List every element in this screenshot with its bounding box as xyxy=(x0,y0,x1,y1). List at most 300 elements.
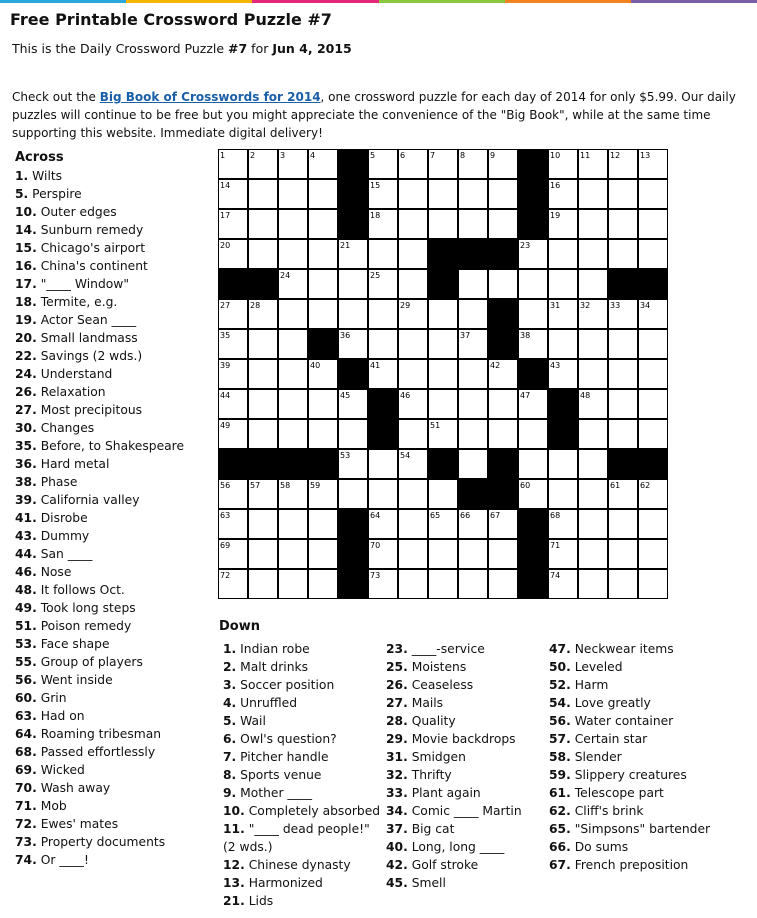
grid-cell[interactable] xyxy=(429,360,458,389)
grid-cell[interactable] xyxy=(579,330,608,359)
grid-cell[interactable] xyxy=(519,270,548,299)
clue-number: 2. xyxy=(223,660,237,674)
color-bar-seg xyxy=(505,0,631,3)
grid-cell[interactable] xyxy=(459,390,488,419)
grid-cell[interactable] xyxy=(549,450,578,479)
black-cell xyxy=(339,360,368,389)
grid-cell[interactable] xyxy=(579,540,608,569)
grid-cell[interactable] xyxy=(459,420,488,449)
grid-cell[interactable] xyxy=(639,540,668,569)
grid-cell[interactable] xyxy=(639,330,668,359)
grid-cell[interactable] xyxy=(579,570,608,599)
grid-cell[interactable] xyxy=(609,330,638,359)
clue-item xyxy=(15,725,184,743)
grid-cell[interactable] xyxy=(549,270,578,299)
clue-item xyxy=(386,784,522,802)
grid-cell[interactable] xyxy=(459,270,488,299)
grid-cell[interactable] xyxy=(249,180,278,209)
clue-number: 29. xyxy=(386,732,408,746)
down-heading: Down xyxy=(219,619,260,634)
clue-item xyxy=(386,820,522,838)
down-list xyxy=(549,640,710,874)
grid-cell[interactable] xyxy=(249,510,278,539)
grid-cell[interactable] xyxy=(369,450,398,479)
clue-text: Certain star xyxy=(570,732,648,746)
grid-cell[interactable] xyxy=(279,180,308,209)
grid-cell[interactable] xyxy=(519,300,548,329)
cell-number: 21 xyxy=(340,241,351,250)
grid-cell[interactable] xyxy=(549,330,578,359)
black-cell xyxy=(339,150,368,179)
grid-cell[interactable] xyxy=(489,390,518,419)
grid-cell[interactable] xyxy=(429,180,458,209)
grid-cell[interactable] xyxy=(279,210,308,239)
grid-cell[interactable] xyxy=(309,540,338,569)
grid-cell[interactable] xyxy=(399,570,428,599)
clue-number: 8. xyxy=(223,768,237,782)
clue-text: Understand xyxy=(36,367,113,381)
clue-item xyxy=(223,640,380,658)
subtitle xyxy=(12,41,352,56)
intro-before: Check out the xyxy=(12,90,100,104)
grid-cell[interactable] xyxy=(399,540,428,569)
clue-item xyxy=(15,455,184,473)
cell-number: 65 xyxy=(430,511,441,520)
grid-cell[interactable] xyxy=(429,210,458,239)
clue-item xyxy=(223,820,380,838)
grid-cell[interactable] xyxy=(609,360,638,389)
grid-cell[interactable] xyxy=(279,570,308,599)
black-cell xyxy=(429,240,458,269)
grid-cell[interactable] xyxy=(609,390,638,419)
clue-text: Or ____! xyxy=(36,853,89,867)
grid-cell[interactable] xyxy=(309,210,338,239)
clue-item xyxy=(386,676,522,694)
clue-text: Termite, e.g. xyxy=(36,295,118,309)
cell-number: 35 xyxy=(220,331,231,340)
grid-cell[interactable] xyxy=(459,360,488,389)
cell-number: 55 xyxy=(490,451,501,460)
grid-cell[interactable] xyxy=(519,450,548,479)
grid-cell[interactable] xyxy=(279,240,308,269)
grid-cell[interactable] xyxy=(579,360,608,389)
clue-item xyxy=(15,707,184,725)
grid-cell[interactable] xyxy=(459,570,488,599)
clue-text: Mother ____ xyxy=(236,786,313,800)
grid-cell[interactable] xyxy=(279,540,308,569)
black-cell xyxy=(309,330,338,359)
clue-number: 59. xyxy=(549,768,571,782)
clue-text: Face shape xyxy=(36,637,110,651)
cell-number: 43 xyxy=(550,361,561,370)
grid-cell[interactable] xyxy=(279,330,308,359)
grid-cell[interactable] xyxy=(309,510,338,539)
clue-number: 3. xyxy=(223,678,237,692)
grid-cell[interactable] xyxy=(399,480,428,509)
grid-cell[interactable] xyxy=(579,480,608,509)
clue-text: Owl's question? xyxy=(236,732,337,746)
clue-item xyxy=(386,694,522,712)
grid-cell[interactable] xyxy=(489,180,518,209)
clue-item xyxy=(549,748,710,766)
black-cell xyxy=(609,450,638,479)
clue-text: Perspire xyxy=(28,187,82,201)
clue-number: 12. xyxy=(223,858,245,872)
black-cell xyxy=(519,540,548,569)
grid-cell[interactable] xyxy=(609,510,638,539)
grid-cell[interactable] xyxy=(639,390,668,419)
subtitle-prefix: This is the Daily Crossword Puzzle xyxy=(12,41,229,56)
clue-item xyxy=(15,743,184,761)
grid-cell[interactable] xyxy=(639,210,668,239)
clue-number: 54. xyxy=(549,696,571,710)
clue-item xyxy=(15,635,184,653)
grid-cell[interactable] xyxy=(639,510,668,539)
clue-number: 34. xyxy=(386,804,408,818)
clue-text: It follows Oct. xyxy=(36,583,125,597)
clue-item xyxy=(15,527,184,545)
cell-number: 6 xyxy=(400,151,406,160)
black-cell xyxy=(309,450,338,479)
cell-number: 29 xyxy=(400,301,411,310)
big-book-link[interactable]: Big Book of Crosswords for 2014 xyxy=(99,90,321,104)
clue-number: 60. xyxy=(15,691,37,705)
grid-cell[interactable] xyxy=(309,180,338,209)
clue-number: 41. xyxy=(15,511,37,525)
cell-number: 36 xyxy=(340,331,351,340)
clue-text: Completely absorbed xyxy=(244,804,381,818)
cell-number: 52 xyxy=(550,421,561,430)
grid-cell[interactable] xyxy=(369,330,398,359)
grid-cell[interactable] xyxy=(399,270,428,299)
subtitle-mid: for xyxy=(247,41,273,56)
clue-text: Indian robe xyxy=(236,642,310,656)
grid-cell[interactable] xyxy=(249,330,278,359)
color-bar-seg xyxy=(379,0,505,3)
grid-cell[interactable] xyxy=(639,570,668,599)
clue-number: 37. xyxy=(386,822,408,836)
grid-cell[interactable] xyxy=(579,180,608,209)
clue-text: China's continent xyxy=(36,259,148,273)
black-cell xyxy=(339,180,368,209)
clue-text: Had on xyxy=(36,709,85,723)
cell-number: 24 xyxy=(280,271,291,280)
cell-number: 57 xyxy=(250,481,261,490)
grid-cell[interactable] xyxy=(609,540,638,569)
clue-number: 4. xyxy=(223,696,237,710)
grid-cell[interactable] xyxy=(459,450,488,479)
color-bar-seg xyxy=(126,0,252,3)
clue-number: 57. xyxy=(549,732,571,746)
black-cell xyxy=(489,480,518,509)
grid-cell[interactable] xyxy=(639,360,668,389)
grid-cell[interactable] xyxy=(249,360,278,389)
clue-number: 66. xyxy=(549,840,571,854)
clue-text: Quality xyxy=(407,714,456,728)
cell-number: 63 xyxy=(220,511,231,520)
cell-number: 47 xyxy=(520,391,531,400)
clue-item xyxy=(223,838,380,856)
clue-text: Golf stroke xyxy=(407,858,479,872)
clue-item xyxy=(386,874,522,892)
clue-item xyxy=(15,167,184,185)
grid-cell[interactable] xyxy=(249,240,278,269)
grid-cell[interactable] xyxy=(549,240,578,269)
grid-cell[interactable] xyxy=(579,420,608,449)
cell-number: 16 xyxy=(550,181,561,190)
clue-item xyxy=(15,671,184,689)
clue-number: 64. xyxy=(15,727,37,741)
clue-item xyxy=(15,491,184,509)
clue-item xyxy=(15,833,184,851)
grid-cell[interactable] xyxy=(399,360,428,389)
clue-text: Group of players xyxy=(36,655,143,669)
clue-number: 44. xyxy=(15,547,37,561)
grid-cell[interactable] xyxy=(579,510,608,539)
black-cell xyxy=(519,210,548,239)
grid-cell[interactable] xyxy=(609,570,638,599)
color-bar-seg xyxy=(0,0,126,3)
clue-number: 39. xyxy=(15,493,37,507)
clue-text: Relaxation xyxy=(36,385,106,399)
clue-number: 11. xyxy=(223,822,245,836)
clue-text: Hard metal xyxy=(36,457,110,471)
clue-number: 68. xyxy=(15,745,37,759)
clue-text: Wilts xyxy=(28,169,63,183)
clue-item xyxy=(549,712,710,730)
grid-cell[interactable] xyxy=(339,480,368,509)
clue-item xyxy=(549,694,710,712)
clue-number: 56. xyxy=(549,714,571,728)
black-cell xyxy=(639,270,668,299)
clue-item xyxy=(15,563,184,581)
grid-cell[interactable] xyxy=(369,480,398,509)
grid-cell[interactable] xyxy=(309,570,338,599)
clue-text: Long, long ____ xyxy=(407,840,505,854)
grid-cell[interactable] xyxy=(339,300,368,329)
grid-cell[interactable] xyxy=(279,390,308,419)
clue-number: 58. xyxy=(549,750,571,764)
clue-number: 27. xyxy=(386,696,408,710)
clue-item xyxy=(15,797,184,815)
grid-cell[interactable] xyxy=(309,270,338,299)
cell-number: 5 xyxy=(370,151,376,160)
grid-cell[interactable] xyxy=(399,330,428,359)
clue-number: 27. xyxy=(15,403,37,417)
crossword-grid xyxy=(218,149,668,599)
grid-cell[interactable] xyxy=(639,240,668,269)
grid-cell[interactable] xyxy=(639,180,668,209)
grid-cell[interactable] xyxy=(249,390,278,419)
clue-number: 32. xyxy=(386,768,408,782)
clue-item xyxy=(15,221,184,239)
clue-number: 31. xyxy=(386,750,408,764)
clue-text: French preposition xyxy=(570,858,689,872)
grid-cell[interactable] xyxy=(279,360,308,389)
clue-item xyxy=(15,509,184,527)
grid-cell[interactable] xyxy=(459,210,488,239)
clue-text: Chicago's airport xyxy=(36,241,146,255)
clue-text: Comic ____ Martin xyxy=(407,804,522,818)
grid-cell[interactable] xyxy=(399,420,428,449)
clue-text: Wash away xyxy=(36,781,111,795)
grid-cell[interactable] xyxy=(489,540,518,569)
cell-number: 10 xyxy=(550,151,561,160)
grid-cell[interactable] xyxy=(579,450,608,479)
clue-text: Grin xyxy=(36,691,67,705)
grid-cell[interactable] xyxy=(489,210,518,239)
grid-cell[interactable] xyxy=(489,420,518,449)
clue-item xyxy=(549,856,710,874)
cell-number: 4 xyxy=(310,151,316,160)
grid-cell[interactable] xyxy=(459,300,488,329)
cell-number: 68 xyxy=(550,511,561,520)
cell-number: 71 xyxy=(550,541,561,550)
cell-number: 73 xyxy=(370,571,381,580)
clue-text: Sports venue xyxy=(236,768,322,782)
clue-text: Love greatly xyxy=(570,696,651,710)
down-column-3 xyxy=(549,640,710,874)
clue-number: 35. xyxy=(15,439,37,453)
clue-item xyxy=(15,815,184,833)
grid-cell[interactable] xyxy=(459,180,488,209)
grid-cell[interactable] xyxy=(249,420,278,449)
clue-text: California valley xyxy=(36,493,140,507)
clue-number: 7. xyxy=(223,750,237,764)
clue-text: Phase xyxy=(36,475,78,489)
clue-number: 1. xyxy=(223,642,237,656)
grid-cell[interactable] xyxy=(549,480,578,509)
cell-number: 45 xyxy=(340,391,351,400)
cell-number: 67 xyxy=(490,511,501,520)
clue-text: Unruffled xyxy=(236,696,298,710)
clue-item xyxy=(15,779,184,797)
cell-number: 14 xyxy=(220,181,231,190)
grid-cell[interactable] xyxy=(519,420,548,449)
grid-cell[interactable] xyxy=(609,180,638,209)
clue-text: Slender xyxy=(570,750,622,764)
grid-cell[interactable] xyxy=(309,420,338,449)
down-list xyxy=(223,640,380,910)
cell-number: 49 xyxy=(220,421,231,430)
clue-number: 26. xyxy=(386,678,408,692)
clue-item xyxy=(15,275,184,293)
black-cell xyxy=(609,270,638,299)
grid-cell[interactable] xyxy=(579,210,608,239)
clue-item xyxy=(15,473,184,491)
grid-cell[interactable] xyxy=(369,240,398,269)
clue-number: 49. xyxy=(15,601,37,615)
clue-text: Disrobe xyxy=(36,511,88,525)
cell-number: 8 xyxy=(460,151,466,160)
grid-cell[interactable] xyxy=(459,540,488,569)
clue-text: Sunburn remedy xyxy=(36,223,144,237)
clue-item xyxy=(549,820,710,838)
clue-item xyxy=(15,653,184,671)
grid-cell[interactable] xyxy=(279,510,308,539)
clue-item xyxy=(386,640,522,658)
grid-cell[interactable] xyxy=(369,300,398,329)
clue-item xyxy=(223,874,380,892)
cell-number: 48 xyxy=(580,391,591,400)
grid-cell[interactable] xyxy=(249,210,278,239)
clue-item xyxy=(223,694,380,712)
grid-cell[interactable] xyxy=(429,540,458,569)
clue-item xyxy=(549,730,710,748)
cell-number: 27 xyxy=(220,301,231,310)
cell-number: 66 xyxy=(460,511,471,520)
grid-cell[interactable] xyxy=(639,420,668,449)
grid-cell[interactable] xyxy=(279,420,308,449)
clue-number: 18. xyxy=(15,295,37,309)
grid-cell[interactable] xyxy=(339,420,368,449)
clue-text: Most precipitous xyxy=(36,403,143,417)
grid-cell[interactable] xyxy=(339,270,368,299)
clue-number: 67. xyxy=(549,858,571,872)
grid-cell[interactable] xyxy=(429,570,458,599)
grid-cell[interactable] xyxy=(489,570,518,599)
clue-item xyxy=(386,748,522,766)
clue-item xyxy=(223,712,380,730)
grid-cell[interactable] xyxy=(609,240,638,269)
cell-number: 17 xyxy=(220,211,231,220)
clue-text: Thrifty xyxy=(407,768,452,782)
grid-cell[interactable] xyxy=(399,180,428,209)
grid-cell[interactable] xyxy=(309,300,338,329)
grid-cell[interactable] xyxy=(279,300,308,329)
grid-cell[interactable] xyxy=(429,300,458,329)
clue-item xyxy=(223,784,380,802)
puzzle-date: Jun 4, 2015 xyxy=(272,41,352,56)
clue-text: Slippery creatures xyxy=(570,768,687,782)
clue-text: Poison remedy xyxy=(36,619,132,633)
grid-cell[interactable] xyxy=(609,210,638,239)
grid-cell[interactable] xyxy=(429,330,458,359)
cell-number: 1 xyxy=(220,151,226,160)
grid-cell[interactable] xyxy=(399,210,428,239)
grid-cell[interactable] xyxy=(429,390,458,419)
clue-item xyxy=(549,676,710,694)
cell-number: 19 xyxy=(550,211,561,220)
grid-cell[interactable] xyxy=(579,270,608,299)
grid-cell[interactable] xyxy=(309,390,338,419)
clue-item xyxy=(223,730,380,748)
cell-number: 15 xyxy=(370,181,381,190)
clue-text: Small landmass xyxy=(36,331,138,345)
cell-number: 7 xyxy=(430,151,436,160)
clue-number: 62. xyxy=(549,804,571,818)
clue-number: 28. xyxy=(386,714,408,728)
grid-cell[interactable] xyxy=(249,540,278,569)
black-cell xyxy=(339,540,368,569)
clue-text: Roaming tribesman xyxy=(36,727,162,741)
grid-cell[interactable] xyxy=(429,480,458,509)
clue-text: Harmonized xyxy=(244,876,323,890)
clue-item xyxy=(15,599,184,617)
clue-item xyxy=(15,203,184,221)
grid-cell[interactable] xyxy=(609,420,638,449)
grid-cell[interactable] xyxy=(579,240,608,269)
grid-cell[interactable] xyxy=(399,510,428,539)
black-cell xyxy=(219,270,248,299)
grid-cell[interactable] xyxy=(249,570,278,599)
grid-cell[interactable] xyxy=(399,240,428,269)
grid-cell[interactable] xyxy=(489,270,518,299)
clue-text: "Simpsons" bartender xyxy=(570,822,711,836)
clue-text: Telescope part xyxy=(570,786,664,800)
grid-cell[interactable] xyxy=(309,240,338,269)
clue-number: 23. xyxy=(386,642,408,656)
